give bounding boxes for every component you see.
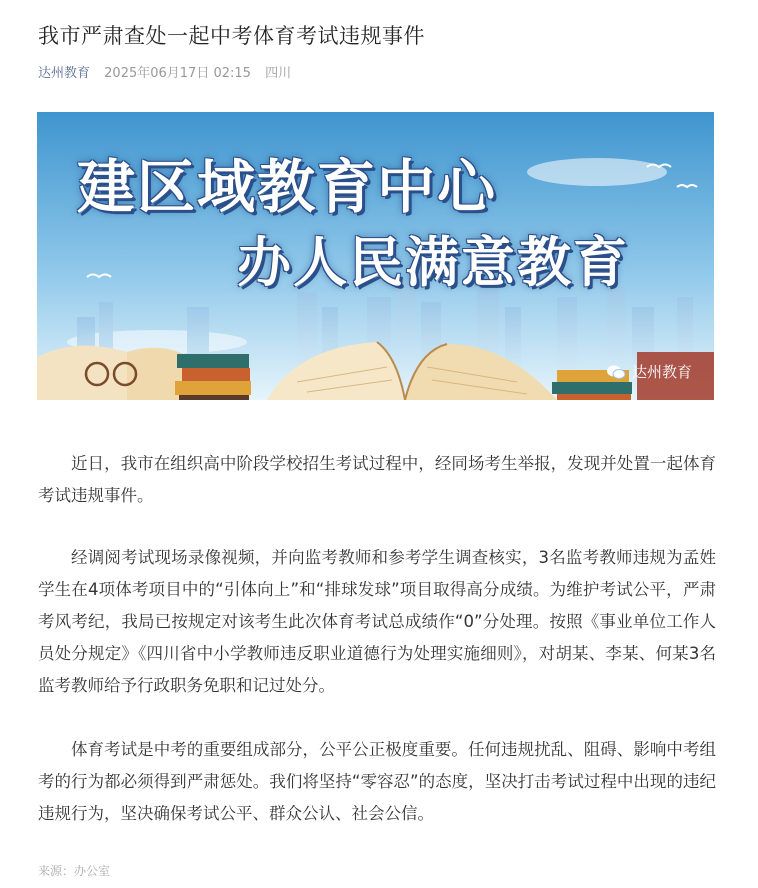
paragraph-3: 体育考试是中考的重要组成部分，公平公正极度重要。任何违规扰乱、阻碍、影响中考组考的行为都必须得到严肃惩处。我们将坚持“零容忍”的态度，坚决打击考试过程中出现的违纪违规行为，坚决确保考试公平、群众公认、社会公信。: [38, 740, 716, 823]
banner-watermark: [606, 361, 692, 382]
article-meta: [38, 62, 291, 81]
source-label: 来源：办公室: [38, 864, 111, 878]
region-label: 四川: [265, 66, 292, 81]
wechat-icon: [606, 364, 626, 380]
banner-headline-1: 建区域教育中心: [77, 153, 498, 221]
author-link[interactable]: 达州教育: [38, 66, 91, 81]
banner-image: [37, 112, 714, 400]
paragraph-2: 经调阅考试现场录像视频，并向监考教师和参考学生调查核实，3名监考教师违规为孟姓学生在4项体考项目中的“引体向上”和“排球发球”项目取得高分成绩。为维护考试公平，严肃考风考纪，我局已按规定对该考生此次体育考试总成绩作“0”分处理。按照《事业单位工作人员处分规定》《四川省中小学教师违反职业道德行为处理实施细则》，对胡某、李某、何某3名监考教师给予行政职务免职和记过处分。: [38, 548, 716, 695]
paragraph-1: 近日，我市在组织高中阶段学校招生考试过程中，经同场考生举报，发现并处置一起体育考试违规事件。: [38, 454, 716, 505]
article-title: 我市严肃查处一起中考体育考试违规事件: [38, 24, 425, 48]
watermark-label: 达州教育: [631, 363, 692, 381]
banner-headline-2: 办人民满意教育: [237, 230, 629, 294]
publish-datetime: 2025年06月17日 02:15: [104, 66, 251, 81]
